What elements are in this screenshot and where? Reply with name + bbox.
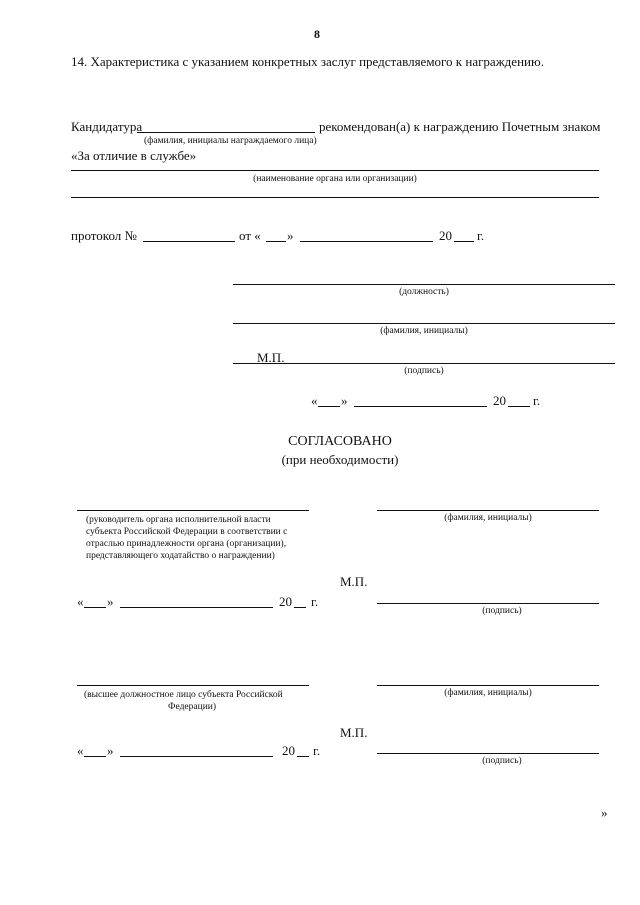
head-date-day-field[interactable] — [84, 594, 106, 608]
head-signatory-caption — [86, 514, 287, 562]
official-date-open: « — [77, 743, 84, 758]
official-signature-line[interactable] — [377, 753, 599, 754]
sig-date-month-field[interactable] — [354, 393, 487, 407]
official-date-year-suffix: г. — [313, 743, 321, 758]
official-signatory-caption — [84, 689, 283, 713]
organization-line-2[interactable] — [71, 197, 599, 198]
sig-date-year-field[interactable] — [508, 393, 530, 407]
section-14-heading: 14. Характеристика с указанием конкретных заслуг представляемого к награждению. — [71, 54, 544, 69]
head-date-close: » — [107, 594, 114, 609]
head-caption-line-3: отраслью принадлежности органа (организации), — [86, 539, 287, 549]
protocol-year-prefix: 20 — [439, 228, 452, 243]
name-caption: (фамилия, инициалы) — [380, 326, 468, 336]
signature-caption: (подпись) — [404, 366, 444, 376]
stamp-label: М.П. — [257, 350, 285, 365]
position-line[interactable] — [233, 284, 615, 285]
page-number: 8 — [314, 27, 320, 41]
agreed-title: СОГЛАСОВАНО — [288, 434, 392, 449]
protocol-close-quote: » — [287, 228, 294, 243]
sig-date-close: » — [341, 393, 348, 408]
protocol-from-label: от « — [239, 228, 261, 243]
agreed-subtitle: (при необходимости) — [281, 452, 399, 467]
head-date-year-suffix: г. — [311, 594, 319, 609]
head-caption-line-2: субъекта Российской Федерации в соответствии с — [86, 527, 288, 537]
sig-date-open: « — [311, 393, 318, 408]
protocol-year-suffix: г. — [477, 228, 485, 243]
head-date-month-field[interactable] — [120, 594, 273, 608]
official-caption-line-1: (высшее должностное лицо субъекта Российской — [84, 690, 283, 700]
protocol-label: протокол № — [71, 228, 137, 243]
name-line[interactable] — [233, 323, 615, 324]
signature-line[interactable] — [233, 363, 615, 364]
official-date-close: » — [107, 743, 114, 758]
official-date-month-field[interactable] — [120, 743, 273, 757]
official-date-year-prefix: 20 — [282, 743, 295, 758]
candidacy-label: Кандидатура — [71, 119, 143, 134]
head-date-year-prefix: 20 — [279, 594, 292, 609]
trailing-quote: » — [601, 805, 608, 820]
head-signature-caption: (подпись) — [482, 606, 522, 616]
official-date-day-field[interactable] — [84, 743, 106, 757]
candidate-name-caption: (фамилия, инициалы награждаемого лица) — [144, 136, 317, 146]
recommended-text: рекомендован(а) к награждению Почетным знаком — [319, 119, 601, 134]
head-signatory-line[interactable] — [77, 510, 309, 511]
candidate-name-field[interactable] — [137, 119, 315, 133]
head-name-line[interactable] — [377, 510, 599, 511]
head-name-caption: (фамилия, инициалы) — [444, 513, 532, 523]
award-name: «За отличие в службе» — [71, 148, 197, 163]
official-name-line[interactable] — [377, 685, 599, 686]
protocol-day-field[interactable] — [266, 228, 286, 242]
head-date-year-field[interactable] — [294, 594, 306, 608]
head-signature-line[interactable] — [377, 603, 599, 604]
head-caption-line-1: (руководитель органа исполнительной власти — [86, 515, 271, 525]
official-date-year-field[interactable] — [297, 743, 309, 757]
official-caption-line-2: Федерации) — [168, 702, 217, 712]
head-caption-line-4: представляющего ходатайство о награждении) — [86, 551, 275, 561]
official-signatory-line[interactable] — [77, 685, 309, 686]
official-name-caption: (фамилия, инициалы) — [444, 688, 532, 698]
official-signature-caption: (подпись) — [482, 756, 522, 766]
organization-line-1[interactable] — [71, 170, 599, 171]
protocol-month-field[interactable] — [300, 228, 433, 242]
organization-caption: (наименование органа или организации) — [253, 174, 417, 184]
sig-date-year-suffix: г. — [533, 393, 541, 408]
head-stamp-label: М.П. — [340, 574, 368, 589]
head-date-open: « — [77, 594, 84, 609]
protocol-year-field[interactable] — [454, 228, 474, 242]
sig-date-day-field[interactable] — [318, 393, 340, 407]
sig-date-year-prefix: 20 — [493, 393, 506, 408]
protocol-number-field[interactable] — [143, 228, 235, 242]
position-caption: (должность) — [399, 287, 449, 297]
official-stamp-label: М.П. — [340, 725, 368, 740]
